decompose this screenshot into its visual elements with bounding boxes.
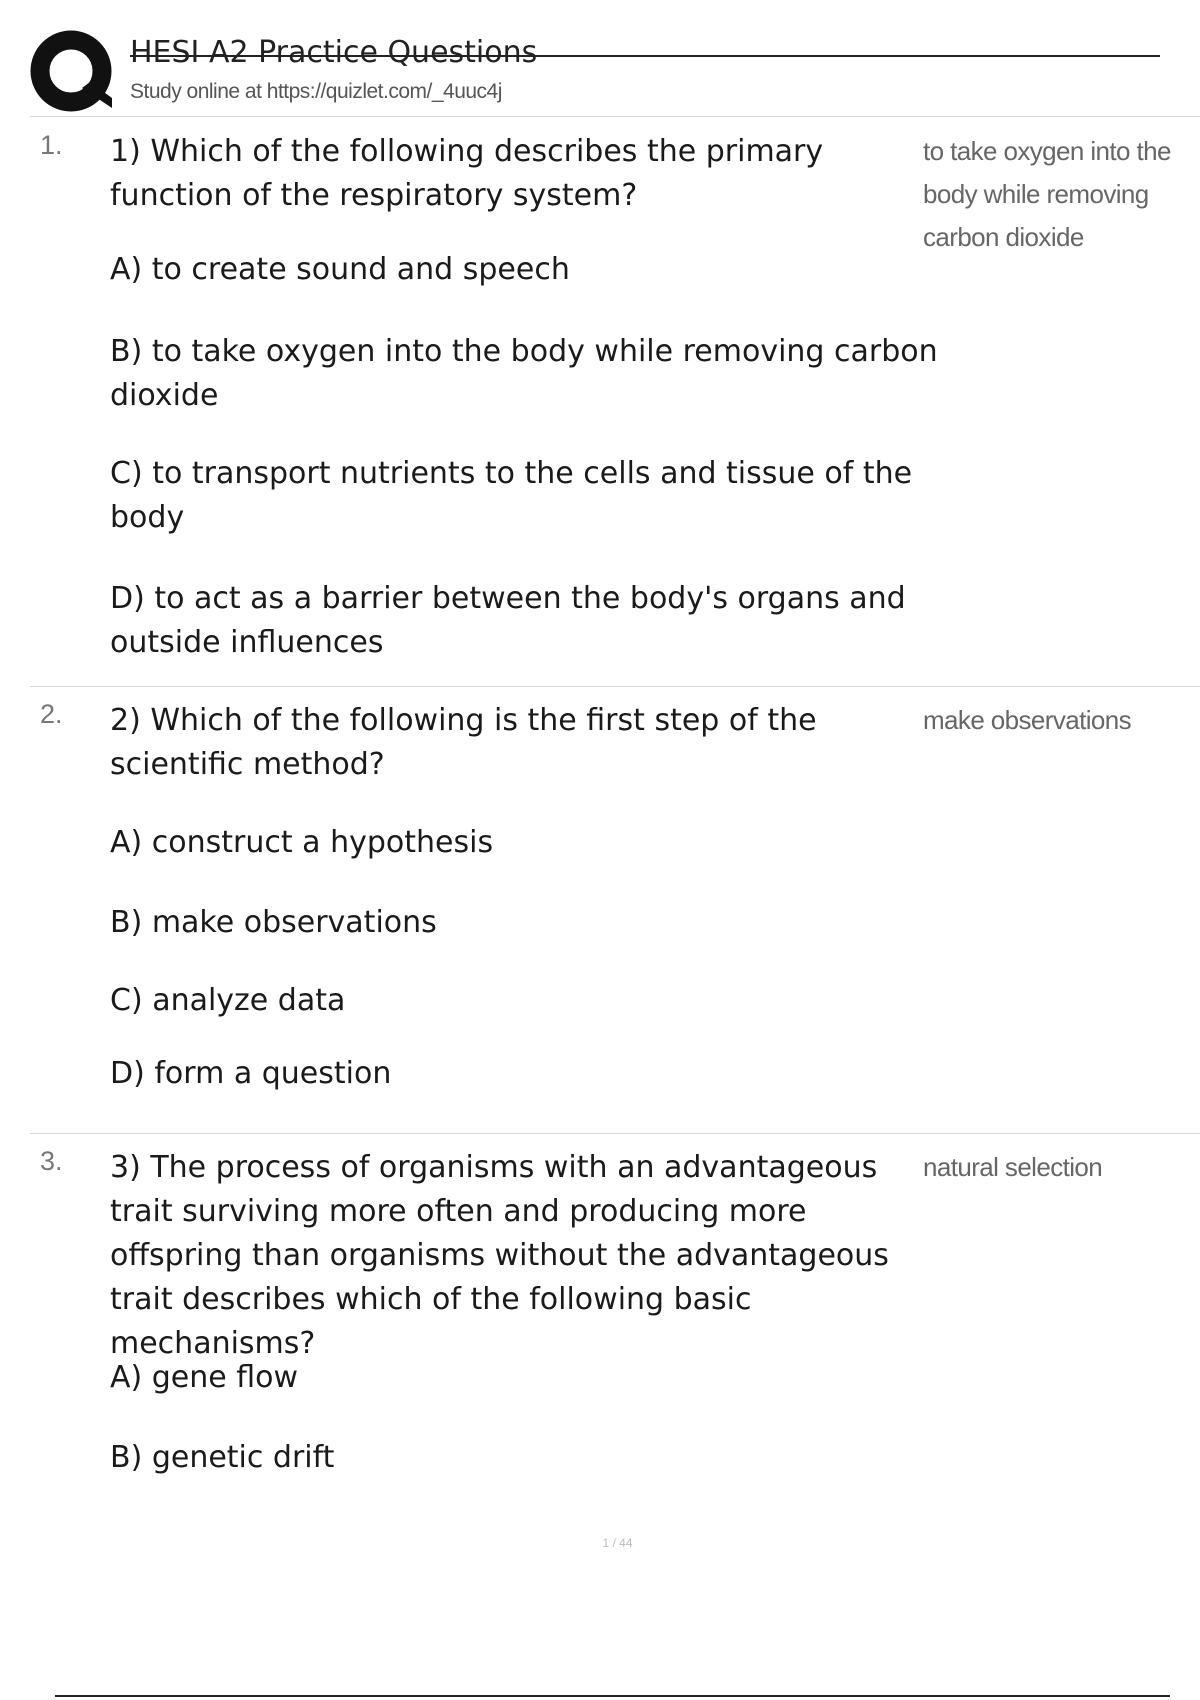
option-a: A) to create sound and speech	[110, 252, 570, 287]
option-b: B) make observations	[110, 905, 437, 940]
page-number: 1 / 44	[602, 1536, 633, 1550]
document-title: HESI A2 Practice Questions	[130, 35, 538, 70]
footer-rule	[55, 1695, 1170, 1697]
question-divider	[30, 1133, 1200, 1134]
study-online-link[interactable]: Study online at https://quizlet.com/_4uuc4j	[130, 80, 502, 103]
option-c: C) analyze data	[110, 983, 346, 1018]
option-a: A) construct a hypothesis	[110, 825, 494, 860]
option-d: D) to act as a barrier between the body's organs and outside influences	[110, 581, 906, 660]
question-divider	[30, 686, 1200, 687]
question-number: 1.	[40, 130, 63, 160]
question-number: 3.	[40, 1146, 63, 1176]
quizlet-logo-icon	[30, 30, 114, 114]
header-divider	[30, 116, 1200, 117]
question-text: 3) The process of organisms with an advantageous trait surviving more often and producing more offspring than organisms without the advantageous trait describes which of the following basic mechanisms?	[110, 1150, 889, 1361]
answer-text: make observations	[923, 705, 1132, 735]
option-c: C) to transport nutrients to the cells and tissue of the body	[110, 456, 913, 535]
question-text: 1) Which of the following describes the primary function of the respiratory system?	[110, 134, 824, 213]
question-text: 2) Which of the following is the first step of the scientific method?	[110, 703, 817, 782]
document-header	[30, 30, 1140, 116]
question-number: 2.	[40, 699, 63, 729]
option-b: B) to take oxygen into the body while removing carbon dioxide	[110, 334, 938, 413]
option-b: B) genetic drift	[110, 1440, 335, 1475]
answer-text: to take oxygen into the body while removing carbon dioxide	[923, 136, 1171, 252]
option-a: A) gene flow	[110, 1360, 299, 1395]
option-d: D) form a question	[110, 1056, 392, 1091]
answer-text: natural selection	[923, 1152, 1103, 1182]
